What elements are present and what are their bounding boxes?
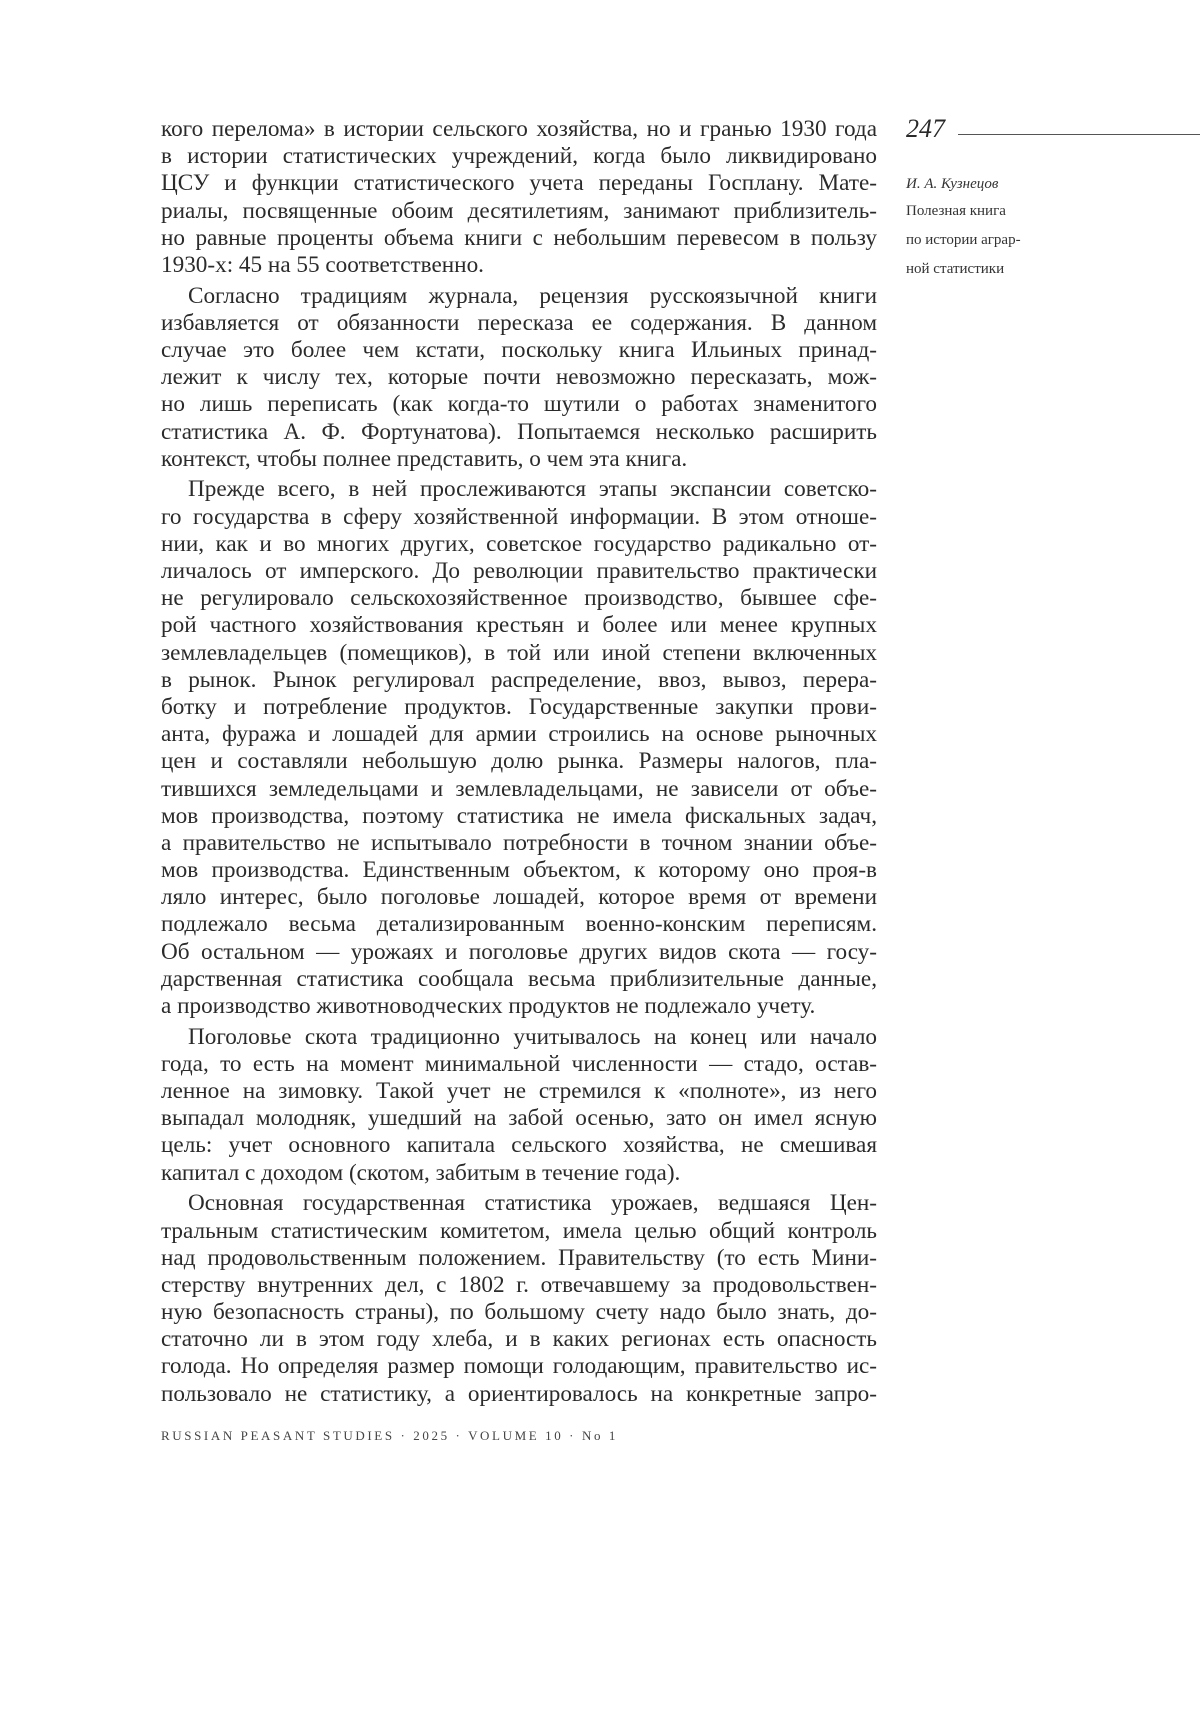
- text-line: Поголовье скота традиционно учитывалось на конец или начало: [188, 1023, 877, 1050]
- text-line: тившихся земледельцами и землевладельцами, не зависели от объе-: [161, 775, 877, 802]
- text-line: землевладельцев (помещиков), в той или иной степени включенных: [161, 639, 877, 666]
- text-line: риалы, посвященные обоим десятилетиям, занимают приблизитель-: [161, 197, 877, 224]
- text-line: цель: учет основного капитала сельского хозяйства, не смешивая: [161, 1132, 877, 1159]
- text-line: цен и составляли небольшую долю рынка. Размеры налогов, пла-: [161, 748, 877, 775]
- text-line: случае это более чем кстати, поскольку книга Ильиных принад-: [161, 337, 877, 363]
- text-line: мов производства. Единственным объектом, к которому оно проя-в: [161, 857, 877, 884]
- text-line: кого перелома» в истории сельского хозяйства, но и гранью 1930 года: [161, 116, 877, 142]
- review-title: [906, 197, 1200, 284]
- text-line: ляло интерес, было поголовье лошадей, которое время от времени: [161, 884, 877, 911]
- review-author: И. А. Кузнецов: [906, 176, 999, 192]
- text-line: рой частного хозяйствования крестьян и более или менее крупных: [161, 612, 877, 639]
- text-line: ЦСУ и функции статистического учета переданы Госплану. Мате-: [161, 170, 877, 197]
- text-line: нии, как и во многих других, советское государство радикально от-: [161, 530, 877, 557]
- text-line: Основная государственная статистика урожаев, ведшаяся Цен-: [188, 1190, 877, 1217]
- page-number: 247: [906, 114, 945, 143]
- text-line: 1930-х: 45 на 55 соответственно.: [161, 251, 484, 278]
- text-line: выпадал молодняк, ушедший на забой осенью, зато он имел ясную: [161, 1105, 877, 1132]
- paragraph: [161, 1190, 877, 1408]
- text-line: но равные проценты объема книги с небольшим перевесом в пользу: [161, 224, 877, 251]
- text-line: года, то есть на момент минимальной численности — стадо, остав-: [161, 1050, 877, 1077]
- text-line: в истории статистических учреждений, когда было ликвидировано: [161, 143, 877, 170]
- paragraph: [161, 116, 877, 279]
- text-line: Прежде всего, в ней прослеживаются этапы экспансии советско-: [188, 476, 877, 503]
- text-line: а производство животноводческих продуктов не подлежало учету.: [161, 993, 816, 1019]
- paragraph: [161, 1024, 877, 1187]
- text-line: избавляется от обязанности пересказа ее содержания. В данном: [161, 309, 877, 336]
- text-line: над продовольственным положением. Правительству (то есть Мини-: [161, 1244, 877, 1271]
- text-line: капитал с доходом (скотом, забитым в течение года).: [161, 1159, 681, 1186]
- text-line: статочно ли в этом году хлеба, и в каких регионах есть опасность: [161, 1326, 877, 1353]
- page-number-rule: [958, 134, 1200, 135]
- running-head: [906, 114, 1200, 284]
- text-line: подлежало весьма детализированным военно-конским переписям.: [161, 911, 877, 938]
- article-body: [161, 116, 877, 1411]
- text-line: тральным статистическим комитетом, имела целью общий контроль: [161, 1217, 877, 1244]
- text-line: но лишь переписать (как когда-то шутили о работах знаменитого: [161, 391, 877, 418]
- paragraph: [161, 476, 877, 1020]
- text-line: а правительство не испытывало потребности в точном знании объе-: [161, 829, 877, 856]
- text-line: личалось от имперского. До революции правительство практически: [161, 558, 877, 584]
- text-line: дарственная статистика сообщала весьма приблизительные данные,: [161, 965, 877, 992]
- text-line: лежит к числу тех, которые почти невозможно пересказать, мож-: [161, 364, 877, 391]
- text-line: голода. Но определяя размер помощи голодающим, правительство ис-: [161, 1353, 877, 1380]
- text-line: стерству внутренних дел, с 1802 г. отвечавшему за продовольствен-: [161, 1271, 877, 1298]
- review-title-line: по истории аграр-: [906, 232, 1021, 248]
- text-line: анта, фуража и лошадей для армии строились на основе рыночных: [161, 721, 877, 748]
- text-line: контекст, чтобы полнее представить, о чем эта книга.: [161, 445, 688, 472]
- review-title-line: ной статистики: [906, 261, 1005, 277]
- text-line: ленное на зимовку. Такой учет не стремился к «полноте», из него: [161, 1078, 877, 1105]
- review-title-line: Полезная книга: [906, 203, 1006, 219]
- text-line: Об остальном — урожаях и поголовье других видов скота — госу-: [161, 938, 877, 965]
- paragraph: [161, 283, 877, 473]
- text-line: го государства в сферу хозяйственной информации. В этом отноше-: [161, 503, 877, 530]
- text-line: ботку и потребление продуктов. Государственные закупки прови-: [161, 693, 877, 720]
- text-line: мов производства, поэтому статистика не имела фискальных задач,: [161, 802, 877, 829]
- text-line: не регулировало сельскохозяйственное производство, бывшее сфе-: [161, 585, 877, 612]
- text-line: в рынок. Рынок регулировал распределение, ввоз, вывоз, перера-: [161, 666, 877, 693]
- text-line: Согласно традициям журнала, рецензия русскоязычной книги: [188, 282, 877, 309]
- text-line: пользовало не статистику, а ориентировалось на конкретные запро-: [161, 1380, 877, 1407]
- text-line: ную безопасность страны), по большому счету надо было знать, до-: [161, 1299, 877, 1326]
- text-line: статистика А. Ф. Фортунатова). Попытаемся несколько расширить: [161, 418, 877, 445]
- journal-footer: RUSSIAN PEASANT STUDIES · 2025 · VOLUME 10 · No 1: [161, 1428, 618, 1443]
